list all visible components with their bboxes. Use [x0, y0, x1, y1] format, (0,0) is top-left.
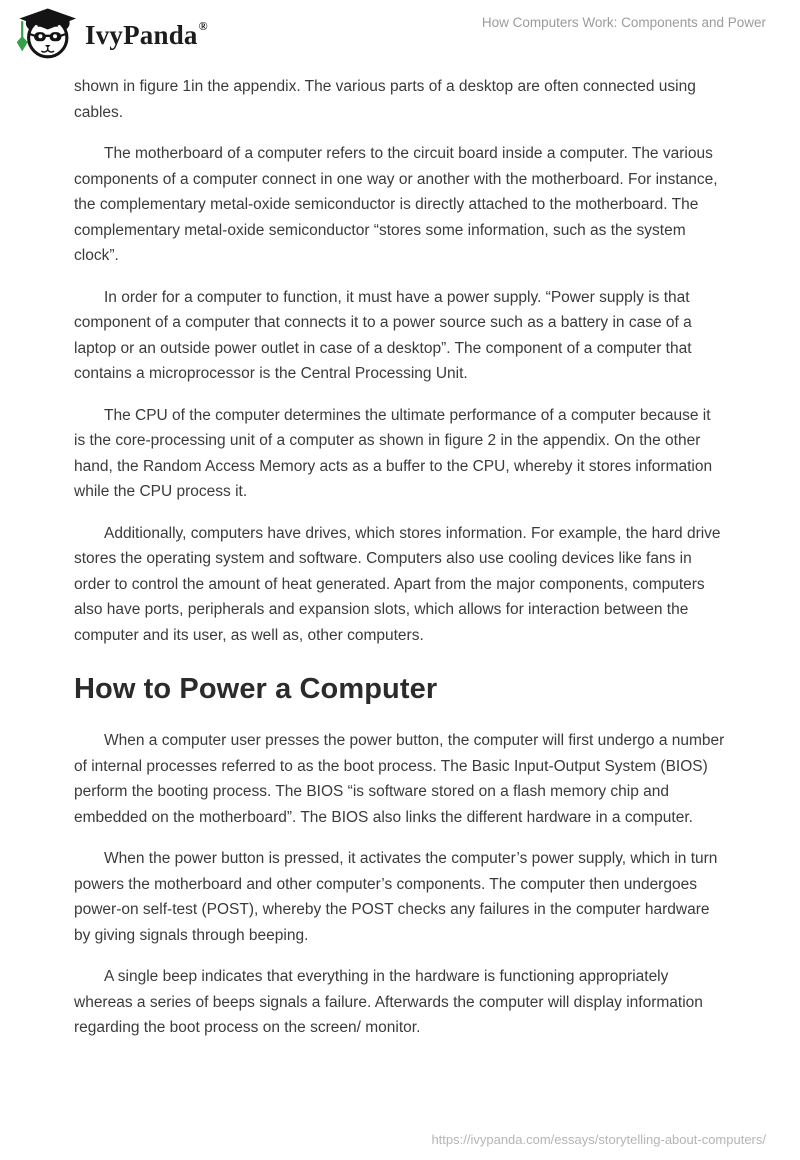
source-url: https://ivypanda.com/essays/storytelling-about-computers/ [431, 1132, 766, 1147]
paragraph: The CPU of the computer determines the ultimate performance of a computer because it is the core-processing unit of a computer as shown in figure 2 in the appendix. On the other hand, the Random Access Memory acts as a buffer to the CPU, whereby it stores information while the CPU process it. [74, 406, 713, 500]
registered-trademark-symbol: ® [198, 18, 208, 33]
section-heading: How to Power a Computer [74, 673, 438, 705]
paragraph: When a computer user presses the power button, the computer will first undergo a number of internal processes referred to as the boot process. The Basic Input-Output System (BIOS) perform the booting process. The BIOS “is software stored on a flash memory chip and embedded on the motherboard”. The BIOS also links the different hardware in a computer. [74, 732, 725, 826]
page-header [0, 0, 800, 66]
logo-brand-name: IvyPanda [85, 19, 198, 50]
paragraph-continued: shown in figure 1in the appendix. The various parts of a desktop are often connected using cables. [74, 78, 696, 121]
page-footer [431, 1132, 766, 1147]
panda-graduation-cap-icon [14, 7, 76, 61]
document-title: How Computers Work: Components and Power [481, 15, 766, 30]
paragraph: The motherboard of a computer refers to the circuit board inside a computer. The various components of a computer connect in one way or another with the motherboard. For instance, the complementary metal-oxide semiconductor is directly attached to the motherboard. The complementary metal-oxide semiconductor “stores some information, such as the system clock”. [74, 145, 718, 264]
paragraph: Additionally, computers have drives, which stores information. For example, the hard drive stores the operating system and software. Computers also use cooling devices like fans in order to control the amount of heat generated. Apart from the major components, computers also have ports, peripherals and expansion slots, which allows for interaction between the computer and its user, as well as, other computers. [74, 524, 721, 644]
paragraph: When the power button is pressed, it activates the computer’s power supply, which in turn powers the motherboard and other computer’s components. The computer then undergoes power-on self-test (POST), whereby the POST checks any failures in the computer hardware by giving signals through beeping. [74, 850, 718, 944]
logo-wordmark [85, 20, 208, 49]
paragraph: In order for a computer to function, it must have a power supply. “Power supply is that component of a computer that connects it to a power source such as a battery in case of a laptop or an outside power outlet in case of a desktop”. The component of a computer that contains a microprocessor is the Central Processing Unit. [74, 288, 692, 382]
paragraph: A single beep indicates that everything in the hardware is functioning appropriately whereas a series of beeps signals a failure. Afterwards the computer will display information regarding the boot process on the screen/ monitor. [74, 968, 703, 1036]
article-body [0, 74, 800, 1041]
ivypanda-logo [14, 7, 208, 61]
